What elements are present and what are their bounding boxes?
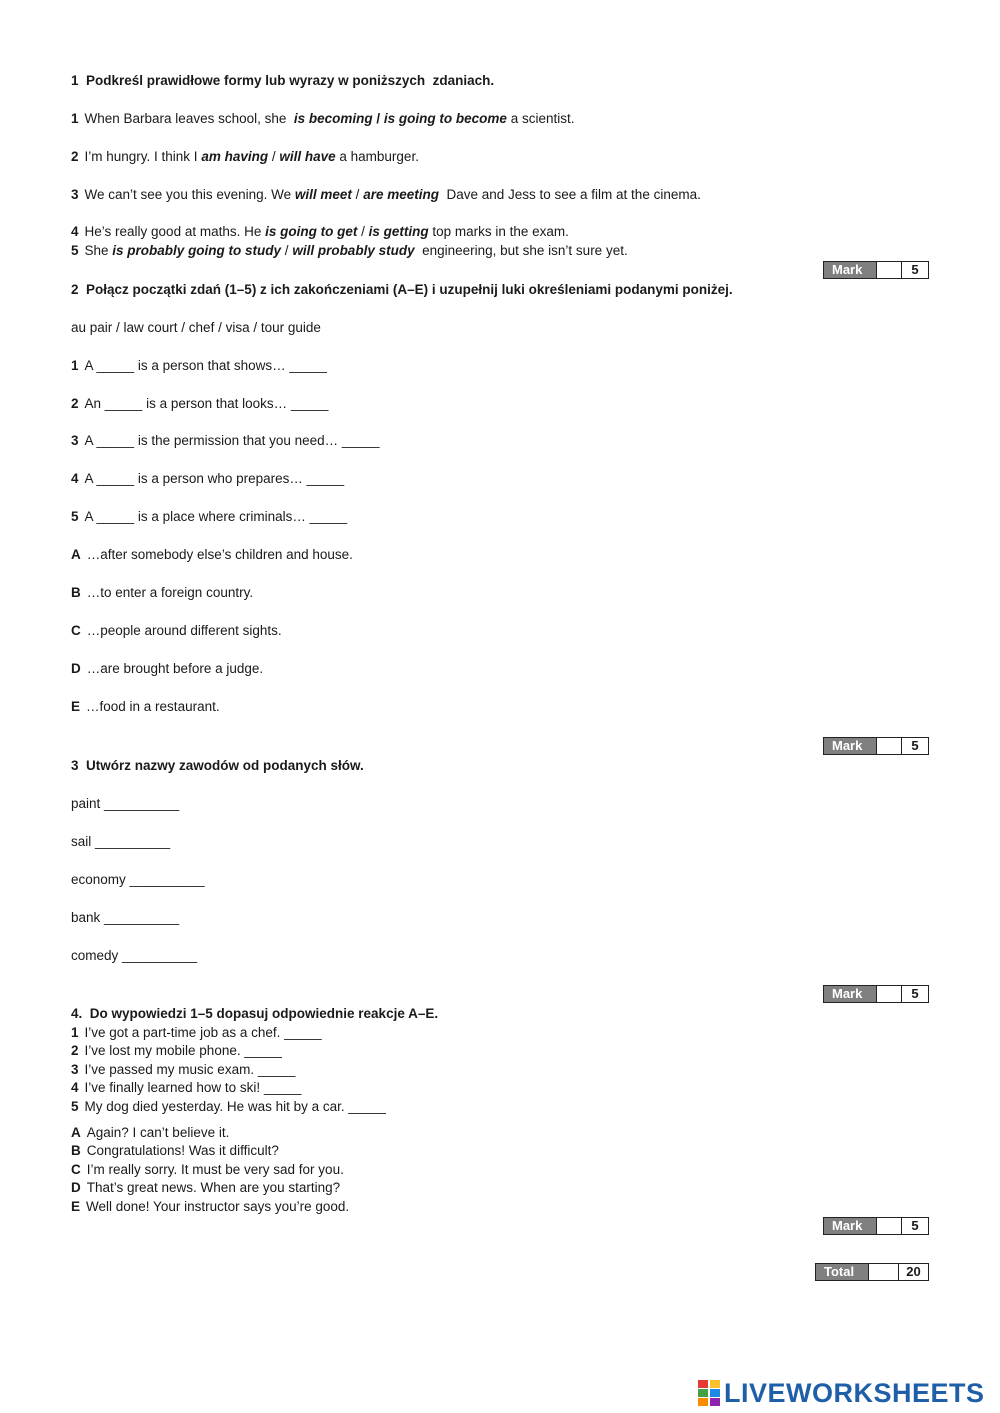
mark-max-value: 5 (901, 738, 928, 754)
response-letter: E (71, 1199, 81, 1214)
response-text: Again? I can’t believe it. (86, 1125, 230, 1140)
sentence-text: Dave and Jess to see a film at the cinema. (438, 187, 701, 202)
ending-text: …to enter a foreign country. (86, 585, 254, 600)
ending-text: …people around different sights. (86, 623, 282, 638)
task4-response (71, 1161, 344, 1179)
task2-item (71, 508, 347, 526)
task2-ending (71, 584, 253, 602)
item-text[interactable]: An _____ is a person that looks… _____ (84, 396, 329, 411)
item-number: 1 (71, 358, 79, 373)
mark-label: Mark (824, 1218, 876, 1234)
response-letter: D (71, 1180, 81, 1195)
response-letter: C (71, 1162, 81, 1177)
mark-score-field[interactable] (876, 738, 901, 754)
sentence-text: a scientist. (506, 111, 575, 126)
liveworksheets-logo[interactable] (697, 1378, 985, 1408)
task3-item[interactable]: economy __________ (71, 872, 205, 887)
sentence-text: He’s really good at maths. He (84, 224, 266, 239)
option-2[interactable]: is getting (368, 224, 429, 239)
task1-item (71, 242, 628, 260)
mark-label: Mark (824, 986, 876, 1002)
mark-max-value: 5 (901, 262, 928, 278)
task2-ending (71, 622, 282, 640)
ending-letter: C (71, 623, 81, 638)
task3-title: 3 Utwórz nazwy zawodów od podanych słów. (71, 758, 364, 773)
word-bank: au pair / law court / chef / visa / tour guide (71, 320, 321, 335)
separator: / (372, 111, 384, 126)
item-text[interactable]: A _____ is a place where criminals… _____ (84, 509, 348, 524)
separator: / (357, 224, 369, 239)
option-1[interactable]: is probably going to study (112, 243, 282, 258)
item-number: 3 (71, 1062, 79, 1077)
item-number: 4 (71, 471, 79, 486)
ending-text: …are brought before a judge. (86, 661, 264, 676)
sentence-text: a hamburger. (335, 149, 419, 164)
item-number: 4 (71, 1080, 79, 1095)
total-score-field[interactable] (868, 1264, 898, 1280)
item-text[interactable]: A _____ is the permission that you need… _____ (84, 433, 380, 448)
item-text[interactable]: I’ve got a part-time job as a chef. _____ (84, 1025, 322, 1040)
separator: / (281, 243, 293, 258)
response-text: I’m really sorry. It must be very sad for you. (86, 1162, 344, 1177)
logo-text: LIVEWORKSHEETS (724, 1377, 985, 1408)
mark-box (823, 261, 929, 279)
task2-item (71, 395, 328, 413)
separator: / (351, 187, 364, 202)
response-text: Congratulations! Was it difficult? (86, 1143, 279, 1158)
task1-item (71, 148, 419, 166)
response-letter: A (71, 1125, 81, 1140)
task4-response (71, 1198, 349, 1216)
mark-box (823, 985, 929, 1003)
task4-item (71, 1024, 322, 1042)
task4-response (71, 1142, 279, 1160)
logo-icon (697, 1379, 721, 1407)
task1-title: 1 Podkreśl prawidłowe formy lub wyrazy w poniższych zdaniach. (71, 73, 495, 88)
task1-item (71, 223, 569, 241)
task4-item (71, 1061, 295, 1079)
sentence-text: She (84, 243, 113, 258)
item-text[interactable]: I’ve finally learned how to ski! _____ (84, 1080, 302, 1095)
task4-response (71, 1124, 229, 1142)
ending-text: …after somebody else’s children and house. (86, 547, 353, 562)
option-2[interactable]: will probably study (292, 243, 415, 258)
task4-item (71, 1098, 386, 1116)
task3-item[interactable]: bank __________ (71, 910, 180, 925)
response-letter: B (71, 1143, 81, 1158)
total-box (815, 1263, 929, 1281)
mark-score-field[interactable] (876, 1218, 901, 1234)
mark-max-value: 5 (901, 986, 928, 1002)
item-text[interactable]: A _____ is a person who prepares… _____ (84, 471, 345, 486)
task1-item (71, 110, 574, 128)
mark-box (823, 1217, 929, 1235)
ending-letter: A (71, 547, 81, 562)
sentence-text: When Barbara leaves school, she (84, 111, 294, 126)
item-number: 4 (71, 224, 79, 239)
task3-item[interactable]: comedy __________ (71, 948, 198, 963)
task2-item (71, 470, 344, 488)
option-1[interactable]: am having (201, 149, 269, 164)
item-text[interactable]: I’ve lost my mobile phone. _____ (84, 1043, 282, 1058)
response-text: That’s great news. When are you starting? (86, 1180, 341, 1195)
ending-text: …food in a restaurant. (86, 699, 220, 714)
item-number: 5 (71, 1099, 79, 1114)
item-number: 2 (71, 396, 79, 411)
mark-score-field[interactable] (876, 986, 901, 1002)
option-2[interactable]: is going to become (383, 111, 507, 126)
mark-max-value: 5 (901, 1218, 928, 1234)
item-number: 5 (71, 509, 79, 524)
item-number: 2 (71, 149, 79, 164)
item-number: 1 (71, 1025, 79, 1040)
task2-ending (71, 660, 263, 678)
mark-score-field[interactable] (876, 262, 901, 278)
item-number: 5 (71, 243, 79, 258)
item-text[interactable]: I’ve passed my music exam. _____ (84, 1062, 296, 1077)
task4-title: 4. Do wypowiedzi 1–5 dopasuj odpowiednie reakcje A–E. (71, 1006, 439, 1021)
sentence-text: I’m hungry. I think I (84, 149, 202, 164)
item-text[interactable]: My dog died yesterday. He was hit by a car. _____ (84, 1099, 386, 1114)
total-label: Total (816, 1264, 868, 1280)
task2-item (71, 432, 379, 450)
item-number: 3 (71, 433, 79, 448)
task4-item (71, 1042, 282, 1060)
task2-ending (71, 546, 353, 564)
task3-item[interactable]: paint __________ (71, 796, 180, 811)
sentence-text: top marks in the exam. (428, 224, 569, 239)
separator: / (268, 149, 280, 164)
task3-item[interactable]: sail __________ (71, 834, 171, 849)
task2-ending (71, 698, 220, 716)
sentence-text: engineering, but she isn’t sure yet. (414, 243, 628, 258)
option-1[interactable]: will meet (294, 187, 352, 202)
option-2[interactable]: are meeting (363, 187, 439, 202)
ending-letter: D (71, 661, 81, 676)
item-text[interactable]: A _____ is a person that shows… _____ (84, 358, 327, 373)
task4-response (71, 1179, 340, 1197)
sentence-text: We can’t see you this evening. We (84, 187, 295, 202)
mark-label: Mark (824, 738, 876, 754)
item-number: 3 (71, 187, 79, 202)
task2-title: 2 Połącz początki zdań (1–5) z ich zakończeniami (A–E) i uzupełnij luki określeniami podanymi poniżej. (71, 282, 733, 297)
total-max-value: 20 (898, 1264, 928, 1280)
ending-letter: B (71, 585, 81, 600)
option-2[interactable]: will have (279, 149, 336, 164)
option-1[interactable]: is becoming (293, 111, 373, 126)
task2-item (71, 357, 327, 375)
item-number: 2 (71, 1043, 79, 1058)
option-1[interactable]: is going to get (265, 224, 358, 239)
task4-item (71, 1079, 301, 1097)
mark-box (823, 737, 929, 755)
task1-item (71, 186, 701, 204)
response-text: Well done! Your instructor says you’re good. (86, 1199, 350, 1214)
item-number: 1 (71, 111, 79, 126)
mark-label: Mark (824, 262, 876, 278)
ending-letter: E (71, 699, 81, 714)
